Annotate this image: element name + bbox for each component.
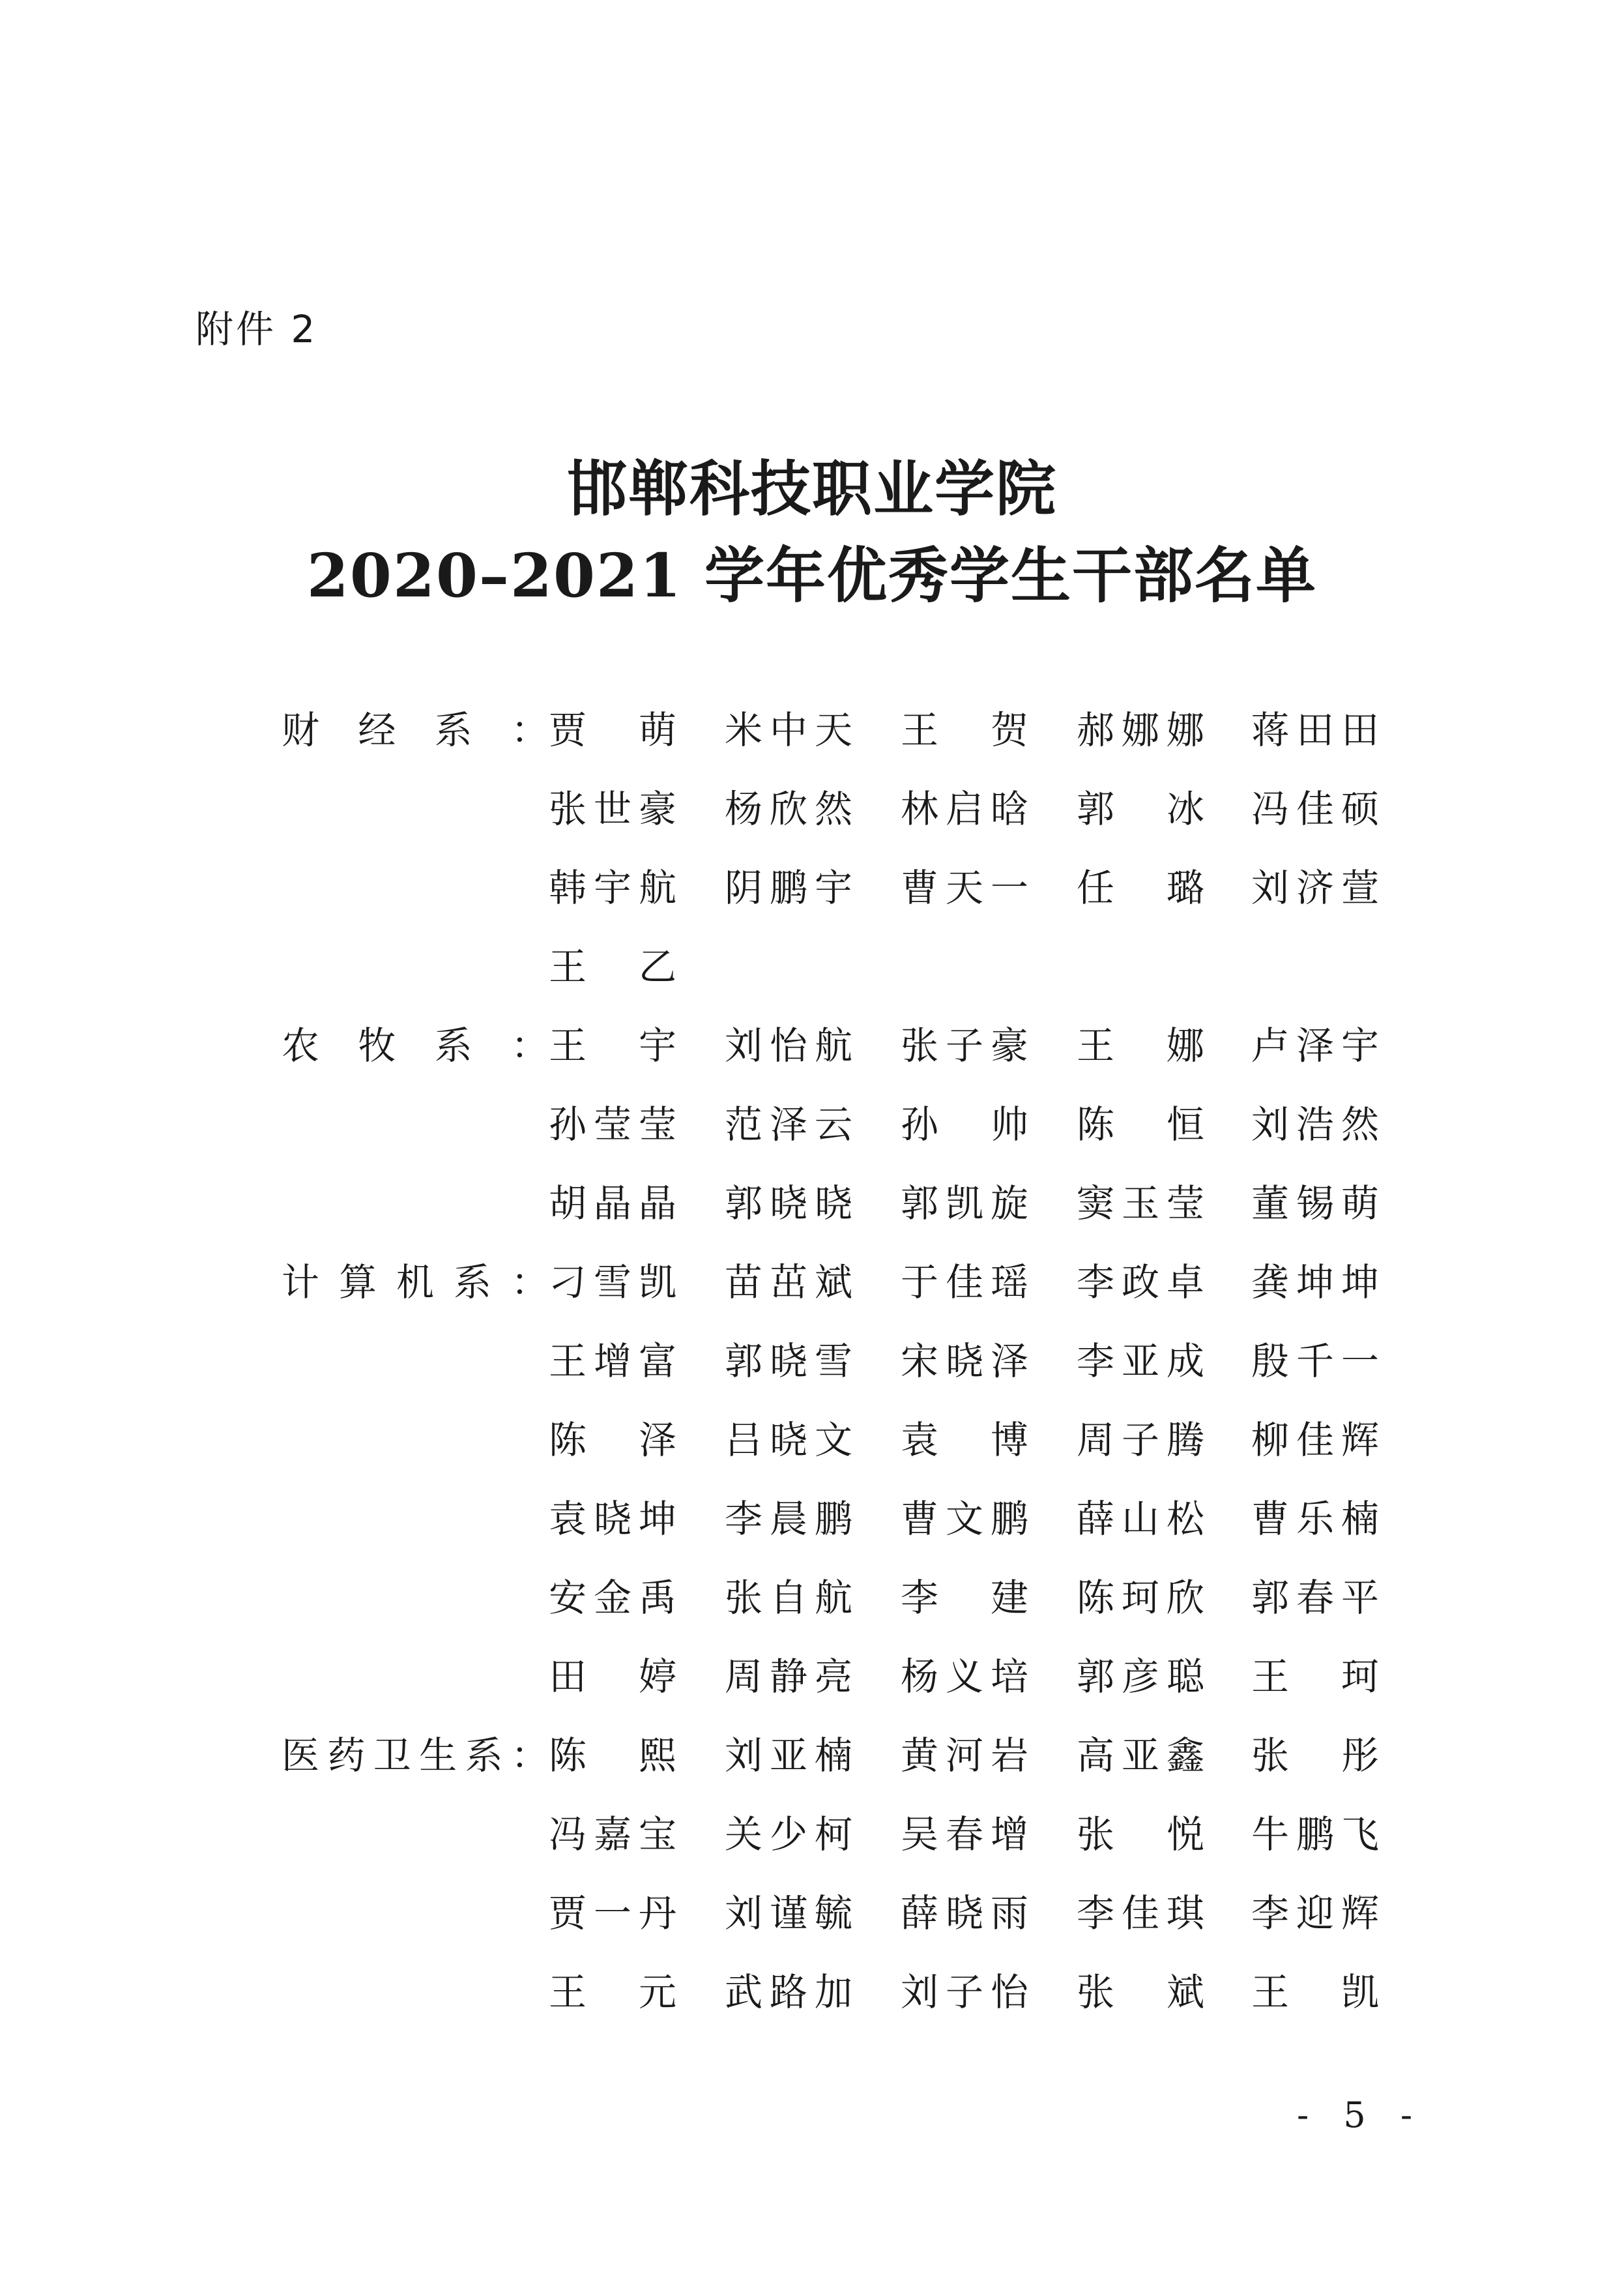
student-name: 柳 佳 辉 <box>1251 1418 1379 1462</box>
student-name: 刘 怡 航 <box>725 1023 852 1068</box>
roster-row <box>0 1177 1624 1229</box>
student-name: 卢 泽 宇 <box>1251 1023 1379 1068</box>
student-name: 王 宇 <box>549 1023 676 1068</box>
student-name: 殷 千 一 <box>1251 1339 1379 1383</box>
student-name: 郭 晓 晓 <box>725 1181 852 1226</box>
student-name: 陈 恒 <box>1077 1102 1204 1147</box>
student-name: 王 乙 <box>549 945 676 989</box>
student-name: 王 元 <box>549 1970 676 2014</box>
student-name: 刘 济 萱 <box>1251 866 1379 910</box>
roster-row <box>0 941 1624 993</box>
student-name: 袁 博 <box>901 1418 1028 1462</box>
department-label: 财 经 系 ： <box>282 708 549 752</box>
student-name: 窦 玉 莹 <box>1077 1181 1204 1226</box>
student-name: 韩 宇 航 <box>549 866 676 910</box>
student-name: 薛 山 松 <box>1077 1497 1204 1541</box>
roster-row <box>0 1020 1624 1072</box>
roster-row <box>0 1493 1624 1545</box>
department-label: 农 牧 系 ： <box>282 1023 549 1068</box>
student-name: 龚 坤 坤 <box>1251 1260 1379 1304</box>
roster-row <box>0 1256 1624 1308</box>
roster-row <box>0 1098 1624 1151</box>
student-name: 薛 晓 雨 <box>901 1891 1028 1935</box>
student-name: 郝 娜 娜 <box>1077 708 1204 752</box>
student-name: 郭 彦 聪 <box>1077 1654 1204 1699</box>
student-name: 袁 晓 坤 <box>549 1497 676 1541</box>
student-name: 张 彤 <box>1251 1733 1379 1778</box>
student-name: 刘 子 怡 <box>901 1970 1028 2014</box>
student-name: 米 中 天 <box>725 708 852 752</box>
student-name: 陈 珂 欣 <box>1077 1576 1204 1620</box>
student-name: 高 亚 鑫 <box>1077 1733 1204 1778</box>
student-name: 杨 义 培 <box>901 1654 1028 1699</box>
student-name: 阴 鹏 宇 <box>725 866 852 910</box>
student-name: 黄 河 岩 <box>901 1733 1028 1778</box>
student-name: 孙 莹 莹 <box>549 1102 676 1147</box>
roster-row <box>0 783 1624 835</box>
student-name: 吴 春 增 <box>901 1812 1028 1857</box>
student-name: 田 婷 <box>549 1654 676 1699</box>
student-name: 胡 晶 晶 <box>549 1181 676 1226</box>
student-name: 张 斌 <box>1077 1970 1204 2014</box>
student-name: 王 珂 <box>1251 1654 1379 1699</box>
student-name: 王 增 富 <box>549 1339 676 1383</box>
student-name: 贾 一 丹 <box>549 1891 676 1935</box>
roster-row <box>0 862 1624 914</box>
student-name: 李 建 <box>901 1576 1028 1620</box>
roster-row <box>0 1572 1624 1624</box>
roster-row <box>0 1808 1624 1860</box>
student-name: 李 迎 辉 <box>1251 1891 1379 1935</box>
student-name: 李 佳 琪 <box>1077 1891 1204 1935</box>
student-name: 张 子 豪 <box>901 1023 1028 1068</box>
student-name: 郭 春 平 <box>1251 1576 1379 1620</box>
student-name: 李 政 卓 <box>1077 1260 1204 1304</box>
student-name: 曹 天 一 <box>901 866 1028 910</box>
student-name: 武 路 加 <box>725 1970 852 2014</box>
attachment-label: 附件 2 <box>196 307 318 351</box>
roster-row <box>0 1729 1624 1782</box>
student-name: 张 世 豪 <box>549 787 676 831</box>
page-number: - 5 - <box>1297 2094 1425 2136</box>
student-name: 张 悦 <box>1077 1812 1204 1857</box>
student-name: 王 凯 <box>1251 1970 1379 2014</box>
student-name: 刘 亚 楠 <box>725 1733 852 1778</box>
student-name: 王 贺 <box>901 708 1028 752</box>
student-name: 关 少 柯 <box>725 1812 852 1857</box>
student-name: 郭 晓 雪 <box>725 1339 852 1383</box>
student-name: 刘 浩 然 <box>1251 1102 1379 1147</box>
student-name: 宋 晓 泽 <box>901 1339 1028 1383</box>
student-name: 苗 茁 斌 <box>725 1260 852 1304</box>
student-name: 蒋 田 田 <box>1251 708 1379 752</box>
roster-row <box>0 1651 1624 1703</box>
student-name: 刁 雪 凯 <box>549 1260 676 1304</box>
department-label: 计 算 机 系 ： <box>282 1260 549 1304</box>
student-name: 曹 乐 楠 <box>1251 1497 1379 1541</box>
student-name: 张 自 航 <box>725 1576 852 1620</box>
document-title-line-1: 邯郸科技职业学院 <box>566 454 1057 524</box>
student-name: 安 金 禹 <box>549 1576 676 1620</box>
student-name: 陈 熙 <box>549 1733 676 1778</box>
student-name: 周 静 亮 <box>725 1654 852 1699</box>
student-name: 于 佳 瑶 <box>901 1260 1028 1304</box>
student-name: 李 亚 成 <box>1077 1339 1204 1383</box>
student-name: 冯 嘉 宝 <box>549 1812 676 1857</box>
roster-row <box>0 1966 1624 2018</box>
student-name: 王 娜 <box>1077 1023 1204 1068</box>
student-name: 李 晨 鹏 <box>725 1497 852 1541</box>
student-name: 陈 泽 <box>549 1418 676 1462</box>
student-name: 林 启 晗 <box>901 787 1028 831</box>
student-name: 董 锡 萌 <box>1251 1181 1379 1226</box>
student-name: 吕 晓 文 <box>725 1418 852 1462</box>
roster-row <box>0 1414 1624 1466</box>
roster-row <box>0 1335 1624 1387</box>
student-name: 冯 佳 硕 <box>1251 787 1379 831</box>
student-name: 贾 萌 <box>549 708 676 752</box>
student-name: 牛 鹏 飞 <box>1251 1812 1379 1857</box>
student-name: 周 子 腾 <box>1077 1418 1204 1462</box>
student-name: 任 璐 <box>1077 866 1204 910</box>
student-name: 郭 凯 旋 <box>901 1181 1028 1226</box>
student-name: 曹 文 鹏 <box>901 1497 1028 1541</box>
student-name: 杨 欣 然 <box>725 787 852 831</box>
department-label: 医 药 卫 生 系 ： <box>282 1733 549 1778</box>
student-name: 孙 帅 <box>901 1102 1028 1147</box>
document-title-line-2: 2020–2021 学年优秀学生干部名单 <box>306 540 1318 611</box>
roster-row <box>0 704 1624 756</box>
student-name: 刘 谨 毓 <box>725 1891 852 1935</box>
roster-row <box>0 1887 1624 1939</box>
student-name: 范 泽 云 <box>725 1102 852 1147</box>
student-name: 郭 冰 <box>1077 787 1204 831</box>
